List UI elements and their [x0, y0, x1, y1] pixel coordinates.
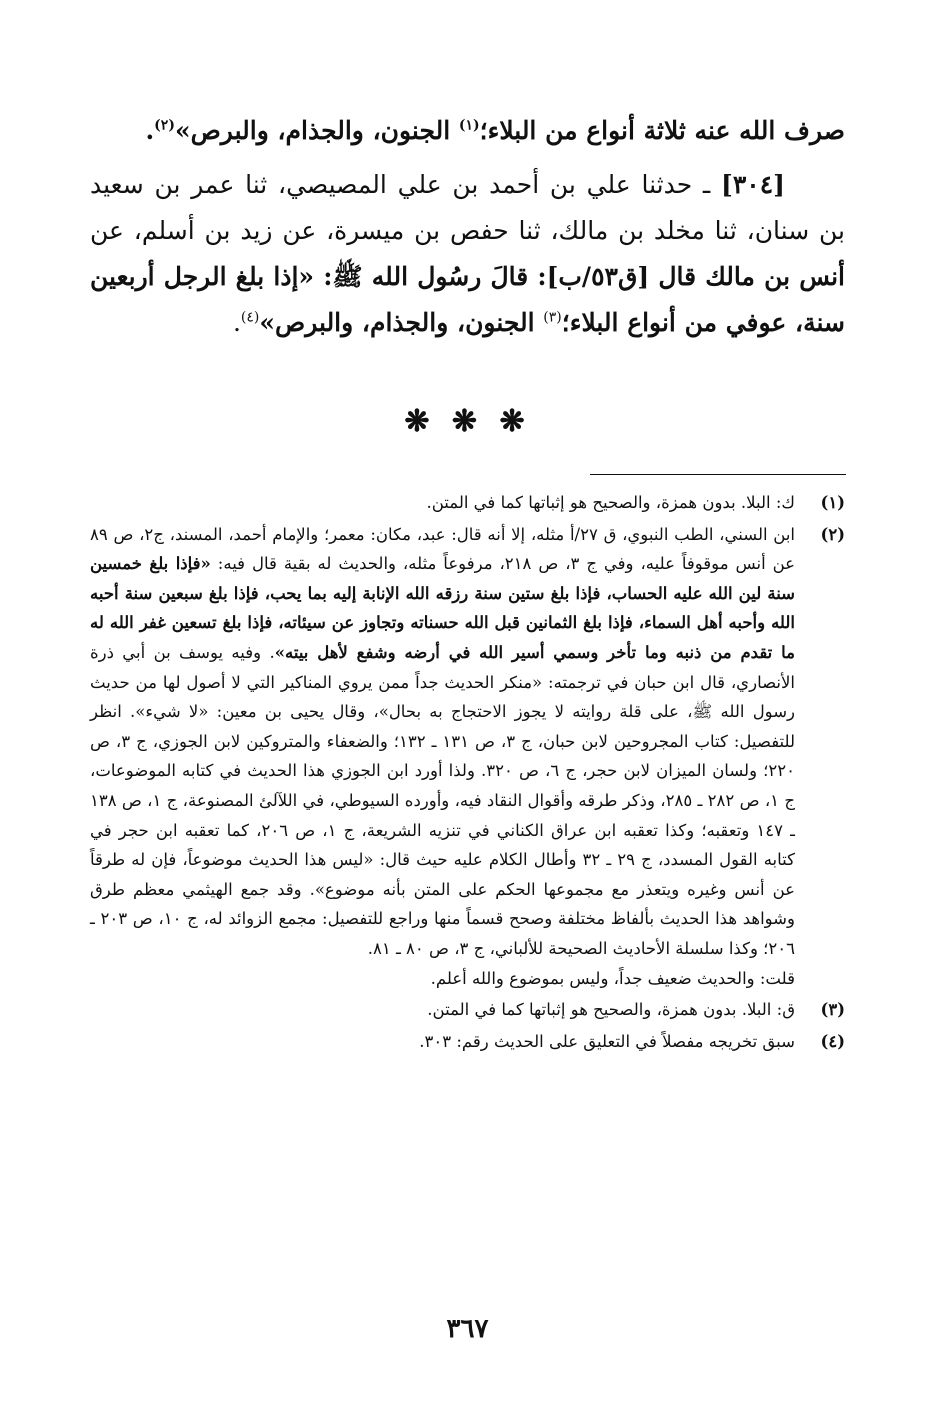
footnote-number: (١): [820, 493, 845, 512]
footnote-divider: [590, 474, 846, 475]
page-number: ٣٦٧: [446, 1314, 489, 1344]
footnote-text: ك: البلا. بدون همزة، والصحيح هو إثباتها كما في المتن.: [426, 493, 795, 512]
footnote-4: [90, 1027, 845, 1057]
footnote-number: (٢): [820, 524, 845, 544]
continuation-text-2: الجنون، والجذام، والبرص»: [174, 116, 459, 145]
hadith-isnad: ـ حدثنا علي بن أحمد بن علي المصيصي، ثنا عمر بن سعيد بن سنان، ثنا مخلد بن مالك، ثنا حفص بن ميسرة، عن زيد بن أسلم، عن: [90, 170, 845, 245]
hadith-paragraph: [90, 162, 845, 346]
footnotes: [90, 488, 845, 1058]
hadith-number: [٣٠٤]: [721, 170, 785, 199]
section-separator: ❋ ❋ ❋: [404, 404, 531, 439]
main-text: [90, 108, 845, 346]
footnote-text: ق: البلا. بدون همزة، والصحيح هو إثباتها كما في المتن.: [427, 1000, 795, 1020]
footnote-quoted-hadith: «فإذا بلغ خمسين سنة لين الله عليه الحساب، فإذا بلغ ستين سنة رزقه الله الإنابة إليه بما يحب، فإذا بلغ سبعين سنة أحبه الله وأحبه أهل السماء، فإذا بلغ الثمانين قبل الله حسناته وتجاوز عن سيئاته، فإذا بلغ تسعين غفر الله له ما تقدم من ذنبه وما تأخر وسمي أسير الله في أرضه وشفع لأهل بيته»: [90, 554, 795, 662]
footnote-number: (٤): [820, 1031, 845, 1051]
footnote-3: [90, 995, 845, 1025]
continuation-end: .: [145, 116, 155, 145]
footnote-text-rest: . وفيه يوسف بن أبي ذرة الأنصاري، قال ابن حبان في ترجمته: «منكر الحديث جداً ممن يروي المناكير التي لا أصول لها من حديث رسول الله ﷺ، على قلة روايته لا يجوز الاحتجاج به بحال»، وقال يحيى بن معين: «لا شيء». انظر للتفصيل: كتاب المجروحين لابن حبان، ج ٣، ص ١٣١ ـ ١٣٢؛ والضعفاء والمتروكين لابن الجوزي، ج ٣، ص ٢٢٠؛ ولسان الميزان لابن حجر، ج ٦، ص ٣٢٠. ولذا أورد ابن الجوزي هذا الحديث في كتابه الموضوعات، ج ١، ص ٢٨٢ ـ ٢٨٥، وذكر طرقه وأقوال النقاد فيه، وأورده السيوطي، في اللآلئ المصنوعة، ج ١، ص ١٣٨ ـ ١٤٧ وتعقبه؛ وكذا تعقبه ابن عراق الكناني في تنزيه الشريعة، ج ١، ص ٢٠٦، كما تعقبه ابن حجر في كتابه القول المسدد، ج ٢٩ ـ ٣٢ وأطال الكلام عليه حيث قال: «ليس هذا الحديث موضوعاً، فإن له طرقاً عن أنس وغيره ويتعذر مع مجموعها الحكم على المتن بأنه موضوع». وقد جمع الهيثمي معظم طرق وشواهد هذا الحديث بألفاظ مختلفة وصحح قسماً منها وراجع للتفصيل: مجمع الزوائد له، ج ١٠، ص ٢٠٣ ـ ٢٠٦؛ وكذا سلسلة الأحاديث الصحيحة للألباني، ج ٣، ص ٨٠ ـ ٨١.: [90, 642, 796, 958]
footnote-ref-2[interactable]: (٢): [154, 117, 175, 134]
footnote-text: ابن السني، الطب النبوي، ق ٢٧/أ مثله، إلا أنه قال: عبد، مكان: معمر؛ والإمام أحمد، المسند، ج٢، ص ٨٩ عن أنس موقوفاً عليه، وفي ج ٣، ص ٢١٨، مرفوعاً مثله، والحديث له بقية قال فيه:: [90, 524, 796, 574]
footnote-number: (٣): [820, 1000, 845, 1020]
hadith-text-2: الجنون، والجذام، والبرص»: [259, 308, 544, 337]
footnote-closing: قلت: والحديث ضعيف جداً، وليس بموضوع والله أعلم.: [430, 968, 795, 988]
footnote-1: [90, 488, 845, 518]
footnote-ref-4[interactable]: (٤): [240, 309, 260, 326]
footnote-ref-3[interactable]: (٣): [543, 309, 562, 326]
hadith-end: .: [232, 308, 241, 337]
continuation-text: صرف الله عنه ثلاثة أنواع من البلاء؛: [479, 116, 845, 145]
footnote-2: [90, 520, 845, 994]
continuation-paragraph: [90, 108, 845, 154]
footnote-ref-1[interactable]: (١): [458, 117, 480, 134]
hadith-text: أنس بن مالك قال [ق٥٣/ب]: قالَ رسُول الله ﷺ: «إذا بلغ الرجل أربعين سنة، عوفي من أنواع البلاء؛: [90, 262, 846, 337]
footnote-text: سبق تخريجه مفصلاً في التعليق على الحديث رقم: ٣٠٣.: [419, 1031, 795, 1051]
